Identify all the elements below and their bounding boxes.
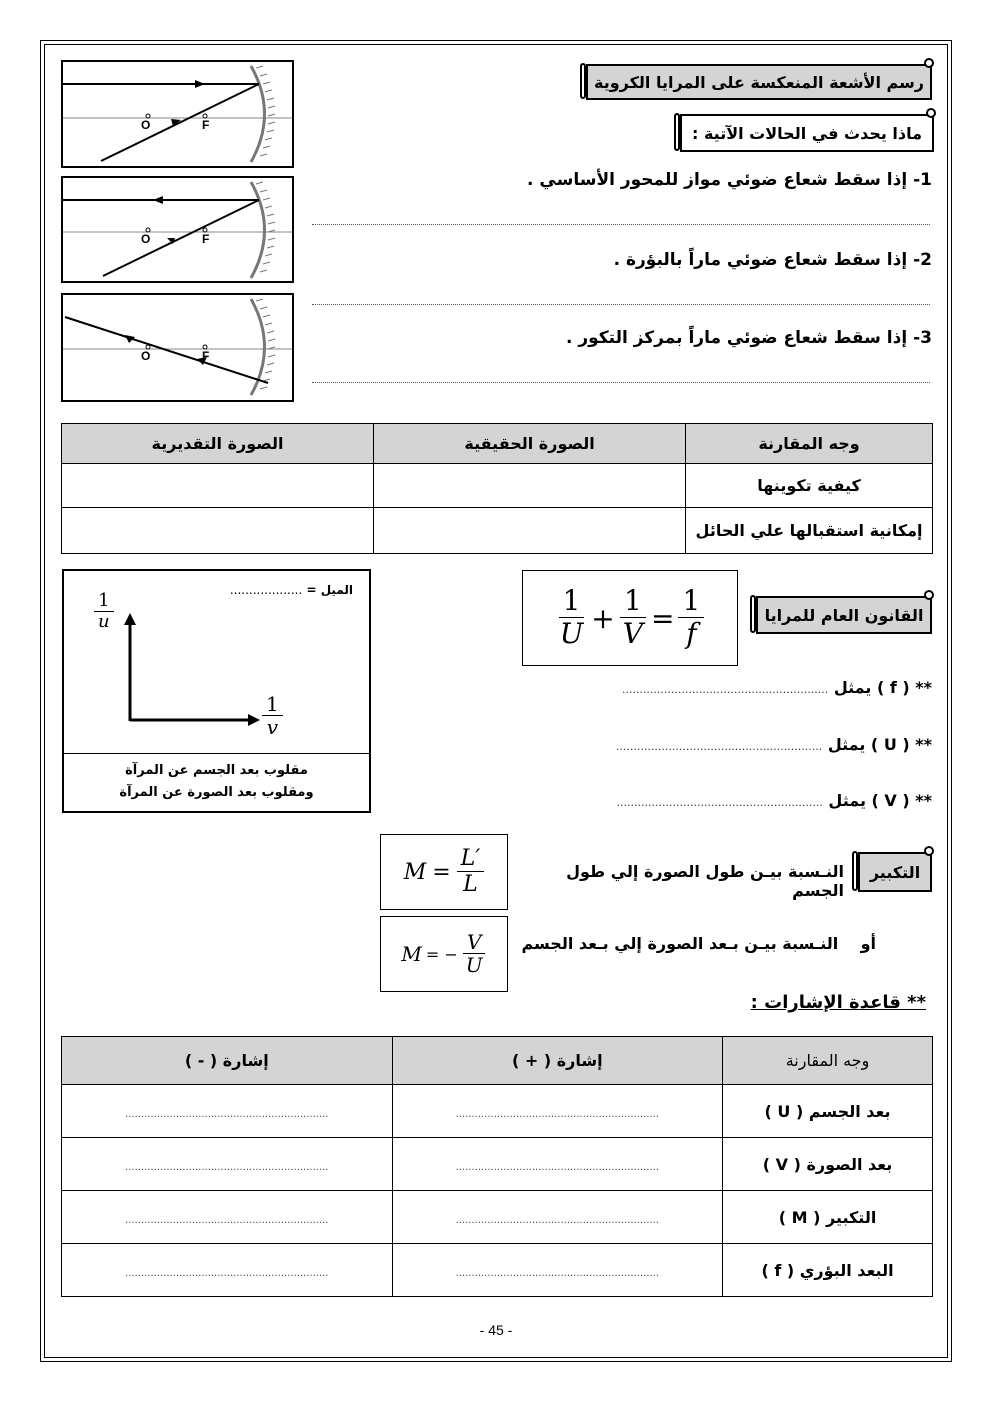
answer-cell[interactable]: ................................................................ bbox=[62, 1138, 393, 1191]
signs-title: ** قاعدة الإشارات : bbox=[750, 992, 926, 1013]
subtitle-text: ماذا يحدث في الحالات الآتية : bbox=[691, 123, 923, 143]
answer-cell[interactable]: ................................................................ bbox=[392, 1138, 723, 1191]
cell-empty[interactable] bbox=[62, 464, 374, 508]
or-text: أو bbox=[860, 934, 876, 953]
mirror-law-label-text: القانون العام للمرايا bbox=[764, 605, 924, 625]
row-label: التكبير ( M ) bbox=[723, 1191, 933, 1244]
answer-line-3 bbox=[312, 382, 930, 383]
magnification-distance-formula: M = − $\frac{V}{U}$ bbox=[380, 916, 508, 992]
header-comparison: وجه المقارنة bbox=[723, 1037, 933, 1085]
section-title-text: رسم الأشعة المنعكسة على المرايا الكروية bbox=[594, 72, 925, 92]
header-plus-sign: إشارة ( + ) bbox=[392, 1037, 723, 1085]
magnification-label-text: التكبير bbox=[869, 862, 921, 882]
magnification-label bbox=[858, 852, 932, 892]
question-2-text: إذا سقط شعاع ضوئي ماراً بالبؤرة . bbox=[613, 250, 908, 270]
question-1 bbox=[527, 170, 932, 190]
cell-empty[interactable] bbox=[374, 464, 686, 508]
ray-diagram-1 bbox=[61, 60, 294, 168]
page-number: - 45 - bbox=[479, 1322, 513, 1338]
answer-cell[interactable]: ................................................................ bbox=[62, 1085, 393, 1138]
row-label: إمكانية استقبالها علي الحائل bbox=[686, 508, 933, 554]
section-title bbox=[586, 64, 932, 100]
table-row bbox=[62, 1085, 933, 1138]
row-label: كيفية تكوينها bbox=[686, 464, 933, 508]
cell-empty[interactable] bbox=[374, 508, 686, 554]
table-row bbox=[62, 508, 933, 554]
definition-f: ** ( f ) يمثل ........................................................... bbox=[621, 678, 932, 697]
graph-box bbox=[62, 569, 371, 813]
svg-text:F: F bbox=[202, 349, 210, 363]
table-row bbox=[62, 464, 933, 508]
question-3-number: 3- bbox=[913, 328, 932, 348]
table-header-row bbox=[62, 1037, 933, 1085]
definition-u: ** ( U ) يمثل ........................................................... bbox=[615, 735, 932, 754]
svg-text:O: O bbox=[141, 118, 151, 132]
row-label: بعد الصورة ( V ) bbox=[723, 1138, 933, 1191]
table-header-row bbox=[62, 424, 933, 464]
ray-diagram-2 bbox=[61, 176, 294, 283]
concave-mirror-focus-ray-diagram bbox=[63, 178, 292, 281]
header-virtual-image: الصورة التقديرية bbox=[62, 424, 374, 464]
question-1-text: إذا سقط شعاع ضوئي مواز للمحور الأساسي . bbox=[527, 170, 908, 190]
svg-text:F: F bbox=[202, 118, 210, 132]
header-minus-sign: إشارة ( - ) bbox=[62, 1037, 393, 1085]
question-1-number: 1- bbox=[913, 170, 932, 190]
svg-text:O: O bbox=[141, 232, 151, 246]
mirror-law-label bbox=[756, 596, 932, 634]
magnification-definition-2 bbox=[512, 934, 876, 953]
answer-line-1 bbox=[312, 224, 930, 225]
answer-cell[interactable]: ................................................................ bbox=[392, 1244, 723, 1297]
table-row bbox=[62, 1244, 933, 1297]
subtitle-scroll bbox=[680, 114, 934, 152]
question-2 bbox=[614, 250, 932, 270]
slope-label: الميل = ................... bbox=[229, 583, 353, 597]
concave-mirror-center-ray-diagram bbox=[63, 295, 292, 400]
answer-line-2 bbox=[312, 304, 930, 305]
magnification-definition-1: النـسبة بيـن طول الصورة إلي طول الجسم bbox=[566, 862, 844, 900]
concave-mirror-parallel-ray-diagram bbox=[63, 62, 292, 166]
definition-v: ** ( V ) يمثل ........................................................... bbox=[616, 791, 932, 810]
cell-empty[interactable] bbox=[62, 508, 374, 554]
row-label: بعد الجسم ( U ) bbox=[723, 1085, 933, 1138]
table-row bbox=[62, 1191, 933, 1244]
question-2-number: 2- bbox=[913, 250, 932, 270]
answer-cell[interactable]: ................................................................ bbox=[62, 1244, 393, 1297]
answer-cell[interactable]: ................................................................ bbox=[62, 1191, 393, 1244]
magnification-length-formula: M = $\frac{L'}{L}$ bbox=[380, 834, 508, 910]
header-comparison: وجه المقارنة bbox=[686, 424, 933, 464]
question-3-text: إذا سقط شعاع ضوئي ماراً بمركز التكور . bbox=[565, 328, 908, 348]
definition-2-text: النـسبة بيـن بـعد الصورة إلي بـعد الجسم bbox=[521, 934, 839, 953]
svg-text:O: O bbox=[141, 349, 151, 363]
svg-text:F: F bbox=[202, 232, 210, 246]
signs-table bbox=[61, 1036, 933, 1297]
x-axis-label: $\frac{1}{v}$ bbox=[262, 693, 283, 739]
y-axis-label: $\frac{1}{u}$ bbox=[94, 591, 114, 632]
table-row bbox=[62, 1138, 933, 1191]
answer-cell[interactable]: ................................................................ bbox=[392, 1191, 723, 1244]
image-comparison-table bbox=[61, 423, 933, 554]
mirror-equation-box: $\frac{1}{U}$ + $\frac{1}{V}$ = $\frac{1}{f}$ bbox=[522, 570, 738, 666]
caption-line-2: ومقلوب بعد الصورة عن المرآة bbox=[119, 785, 314, 800]
header-real-image: الصورة الحقيقية bbox=[374, 424, 686, 464]
row-label: البعد البؤري ( f ) bbox=[723, 1244, 933, 1297]
graph-caption bbox=[64, 753, 369, 811]
caption-line-1: مقلوب بعد الجسم عن المرآة bbox=[125, 763, 308, 778]
question-3 bbox=[566, 328, 932, 348]
ray-diagram-3 bbox=[61, 293, 294, 402]
answer-cell[interactable]: ................................................................ bbox=[392, 1085, 723, 1138]
